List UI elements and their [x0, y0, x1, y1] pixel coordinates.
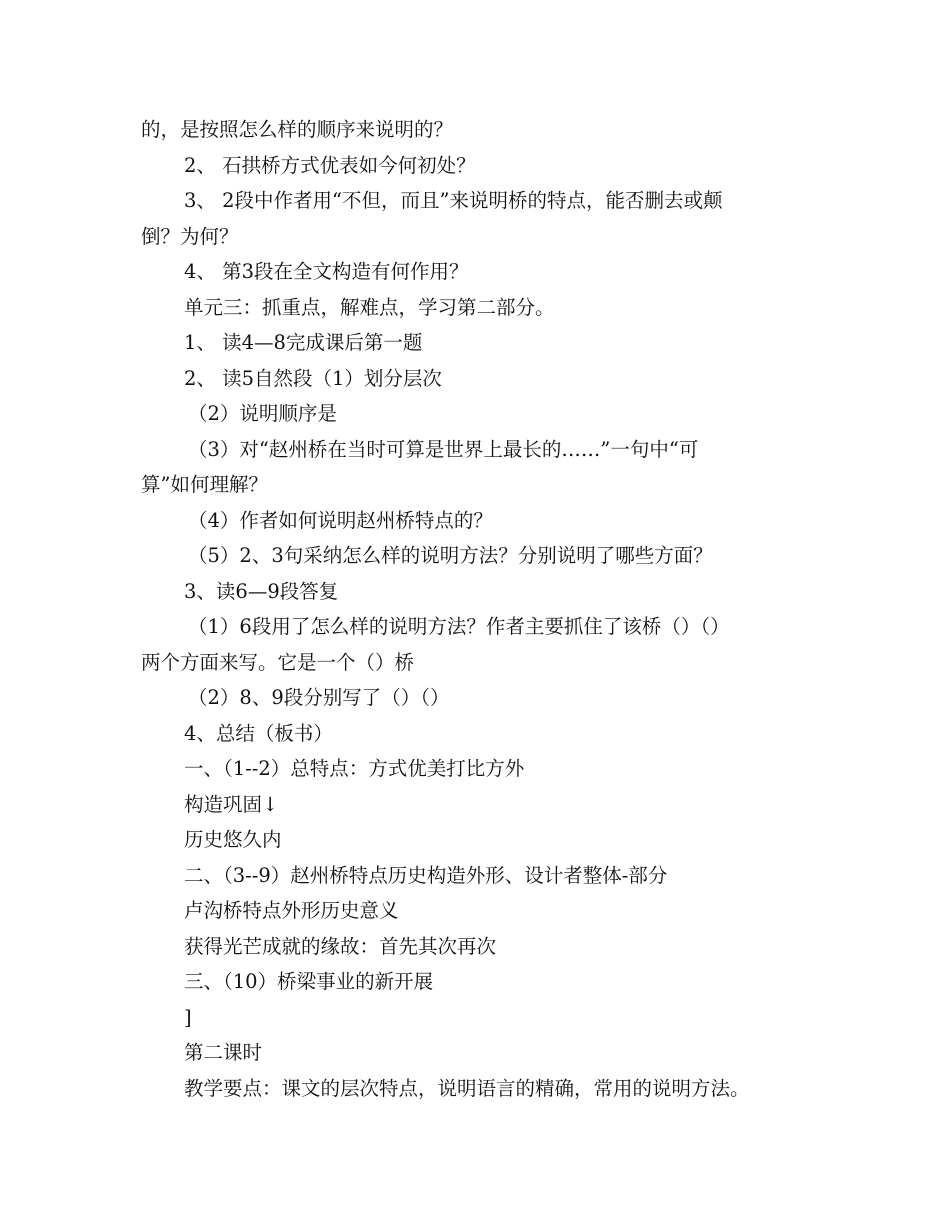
text-line: 4、总结（板书）: [184, 721, 333, 745]
text-line: 的，是按照怎么样的顺序来说明的？: [141, 118, 454, 141]
text-line: 2、 读5自然段（1）划分层次: [184, 366, 442, 390]
text-line: （4）作者如何说明赵州桥特点的？: [188, 508, 493, 532]
text-line: 3、读6—9段答复: [184, 579, 339, 603]
text-line: 二、（3--9）赵州桥特点历史构造外形、设计者整体-部分: [184, 863, 668, 887]
text-line: 单元三：抓重点，解难点，学习第二部分。: [184, 295, 555, 319]
text-line: 倒？为何？: [141, 224, 239, 248]
text-line: （2）说明顺序是: [188, 402, 337, 425]
text-line: （5）2、3句采纳怎么样的说明方法？分别说明了哪些方面？: [188, 544, 713, 567]
text-line: ]: [184, 1005, 192, 1029]
document-body: [141, 112, 821, 1106]
text-line: 获得光芒成就的缘故：首先其次再次: [184, 934, 497, 958]
text-line: 教学要点：课文的层次特点，说明语言的精确，常用的说明方法。: [184, 1076, 750, 1100]
text-line: （1）6段用了怎么样的说明方法？作者主要抓住了该桥（）（）: [188, 615, 730, 638]
text-line: （2）8、9段分别写了（）（）: [188, 686, 450, 709]
text-line: 2、 石拱桥方式优表如今何初处？: [184, 153, 476, 177]
text-line: 历史悠久内: [184, 828, 282, 851]
text-line: 第二课时: [184, 1041, 263, 1064]
text-line: 一、（1--2）总特点：方式优美打比方外: [184, 757, 525, 780]
text-line: 1、 读4—8完成课后第一题: [184, 331, 423, 354]
text-line: 构造巩固↓: [184, 792, 279, 816]
text-line: 三、（10）桥梁事业的新开展: [184, 970, 434, 993]
text-line: 4、 第3段在全文构造有何作用？: [184, 260, 469, 283]
text-line: 卢沟桥特点外形历史意义: [184, 899, 399, 922]
text-line: 3、 2段中作者用“不但，而且”来说明桥的特点，能否删去或颠: [184, 189, 723, 212]
text-line: 两个方面来写。它是一个（）桥: [141, 650, 415, 674]
text-line: （3）对“赵州桥在当时可算是世界上最长的……”一句中“可: [188, 437, 699, 461]
text-line: 算”如何理解？: [141, 473, 268, 496]
